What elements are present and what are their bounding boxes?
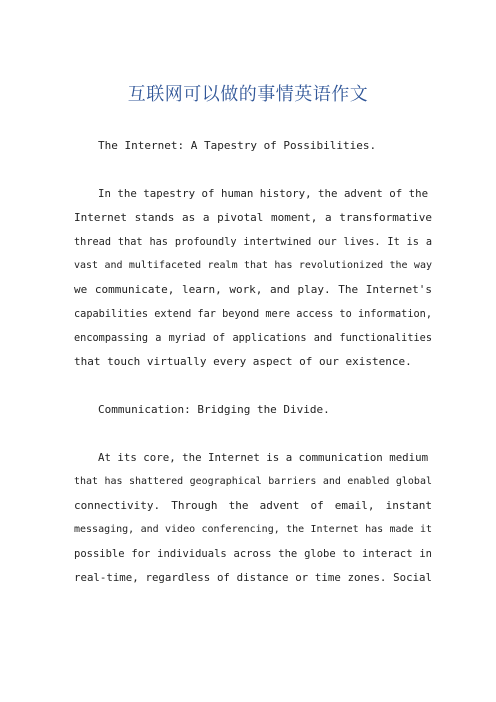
paragraph-line: At its core, the Internet is a communication medium	[98, 451, 429, 464]
section-heading-communication	[74, 398, 432, 422]
paragraph-line: that has shattered geographical barriers and enabled global	[74, 476, 432, 487]
paragraph-line: capabilities extend far beyond mere access to information,	[74, 308, 432, 320]
document-title: 互联网可以做的事情英语作文	[127, 84, 369, 105]
paragraph-line: messaging, and video conferencing, the Internet has made it	[74, 524, 432, 535]
heading-line: The Internet: A Tapestry of Possibilities.	[98, 139, 377, 152]
heading-line: Communication: Bridging the Divide.	[98, 403, 330, 416]
paragraph-line: encompassing a myriad of applications and functionalities	[74, 332, 432, 344]
paragraph-line: thread that has profoundly intertwined our lives. It is a	[74, 236, 432, 248]
paragraph-line: real-time, regardless of distance or time zones. Social	[74, 571, 432, 584]
paragraph-line: In the tapestry of human history, the advent of the	[98, 187, 429, 200]
paragraph-line: we communicate, learn, work, and play. The Internet's	[74, 283, 432, 296]
section-heading-intro	[74, 134, 432, 158]
paragraph-line: that touch virtually every aspect of our existence.	[74, 355, 412, 368]
paragraph-communication	[74, 446, 432, 590]
paragraph-intro	[74, 182, 432, 374]
paragraph-line: Internet stands as a pivotal moment, a transformative	[74, 211, 432, 224]
paragraph-line: connectivity. Through the advent of email, instant	[74, 499, 432, 512]
paragraph-line: possible for individuals across the globe to interact in	[74, 548, 432, 560]
paragraph-line: vast and multifaceted realm that has revolutionized the way	[74, 260, 432, 271]
